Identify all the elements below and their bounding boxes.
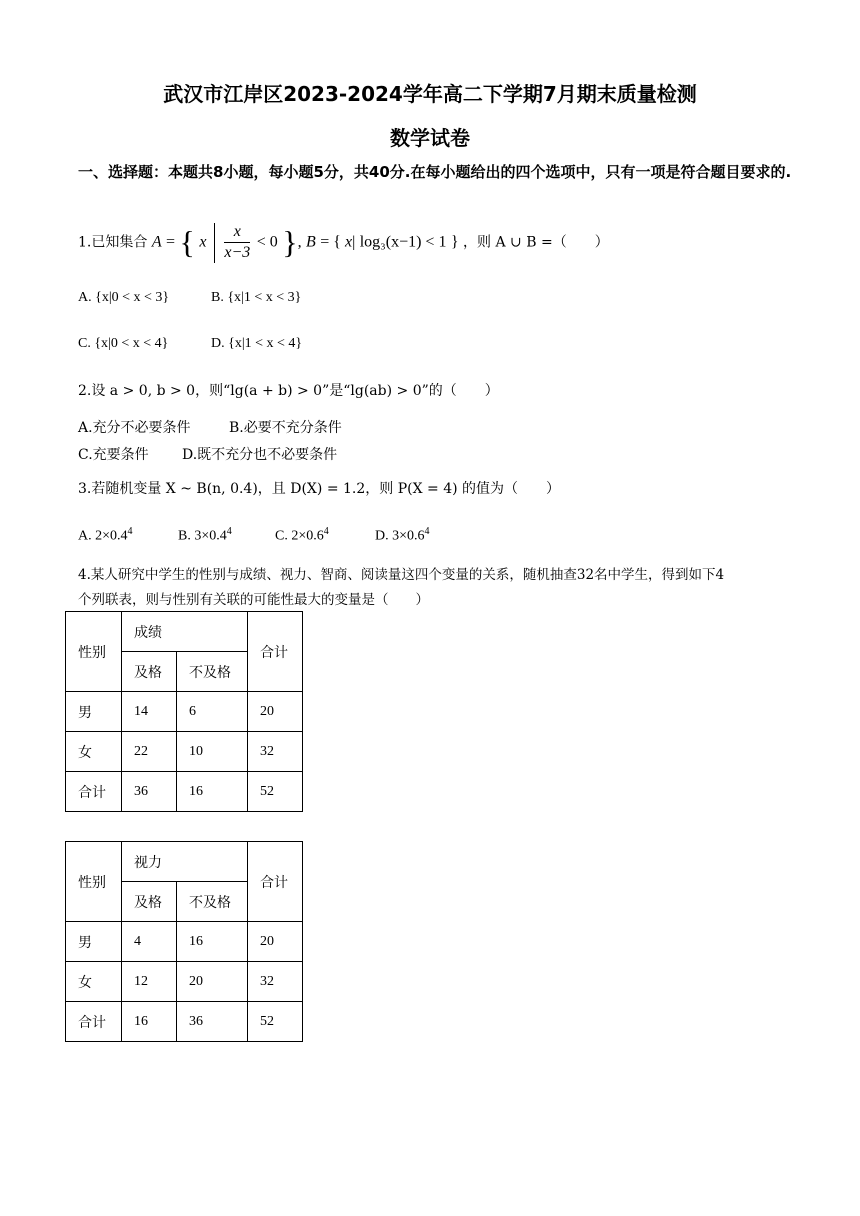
q1-option-c[interactable]: C. {x|0 < x < 4} [78,336,169,351]
table-row [66,962,303,1002]
q3-option-d[interactable] [375,526,430,545]
exam-subtitle: 数学试卷 [390,126,470,150]
row-label: 女 [66,962,122,1002]
q3-option-c-text: C. 2×0.6 [275,528,324,544]
cell-value: 6 [177,692,248,732]
table-subheader-fail: 不及格 [177,882,248,922]
q1-frac-denominator: x−3 [224,244,251,261]
cell-value: 10 [177,732,248,772]
cell-value: 20 [177,962,248,1002]
q1-var-x: x [199,233,207,251]
q3-option-d-text: D. 3×0.6 [375,528,425,544]
table-group-header: 视力 [122,842,248,882]
contingency-table-vision [65,841,303,1042]
cell-value: 12 [122,962,177,1002]
table-subheader-fail: 不及格 [177,652,248,692]
q1-fraction [224,222,250,263]
cell-value: 16 [122,1002,177,1042]
section-heading: 一、选择题：本题共8小题，每小题5分，共40分.在每小题给出的四个选项中，只有一项是符合题目要求的. [78,163,792,181]
q3-option-b[interactable] [178,526,232,545]
cell-value: 36 [177,1002,248,1042]
question-3-stem: 3.若随机变量 X ~ B(n, 0.4)，且 D(X) = 1.2，则 P(X = 4) 的值为（ ） [78,481,561,497]
cell-value: 32 [248,962,303,1002]
q3-option-a[interactable] [78,526,133,545]
table-corner: 性别 [66,842,122,922]
exam-title: 武汉市江岸区2023-2024学年高二下学期7月期末质量检测 [163,82,697,106]
table-total-header: 合计 [248,612,303,692]
row-label: 男 [66,922,122,962]
table-row [66,922,303,962]
question-4-line-2: 个列联表，则与性别有关联的可能性最大的变量是（ ） [78,592,429,608]
q1-log-expr: log₃(x−1) < 1 [359,233,447,251]
q1-right-brace-b: } [450,233,459,251]
cell-value: 32 [248,732,303,772]
q1-equals-a: = [166,233,176,251]
question-2-stem: 2.设 a > 0, b > 0，则“lg(a + b) > 0”是“lg(ab) > 0”的（ ） [78,383,499,399]
cell-value: 20 [248,692,303,732]
row-label: 女 [66,732,122,772]
table-subheader-pass: 及格 [122,882,177,922]
cell-value: 14 [122,692,177,732]
q2-option-d[interactable]: D.既不充分也不必要条件 [182,447,338,463]
table-row [66,732,303,772]
table-row [66,772,303,812]
q1-left-brace-a: { [179,224,195,260]
cell-value: 20 [248,922,303,962]
q3-option-a-exp: 4 [127,526,133,537]
cell-value: 22 [122,732,177,772]
q1-set-b: B [306,233,316,251]
q3-option-c-exp: 4 [323,526,329,537]
q1-option-d[interactable]: D. {x|1 < x < 4} [211,336,303,351]
q3-option-c[interactable] [275,526,329,545]
question-4-line-1: 4.某人研究中学生的性别与成绩、视力、智商、阅读量这四个变量的关系，随机抽查32名中学生，得到如下4 [78,567,725,583]
cell-value: 52 [248,772,303,812]
q2-option-c[interactable]: C.充要条件 [78,447,149,463]
q3-option-d-exp: 4 [424,526,430,537]
cell-value: 52 [248,1002,303,1042]
q1-equals-b: = { x| [320,233,356,251]
q3-option-b-text: B. 3×0.4 [178,528,227,544]
q1-option-b[interactable]: B. {x|1 < x < 3} [211,290,302,305]
q2-option-b[interactable]: B.必要不充分条件 [229,420,342,436]
table-row [66,692,303,732]
q1-comma: , [297,233,302,251]
table-subheader-pass: 及格 [122,652,177,692]
q2-option-a[interactable]: A.充分不必要条件 [78,420,191,436]
row-label: 合计 [66,772,122,812]
table-corner: 性别 [66,612,122,692]
q1-set-bar-a [214,223,215,263]
question-1-stem [78,222,609,263]
row-label: 合计 [66,1002,122,1042]
q1-right-brace-a: } [282,224,298,260]
cell-value: 16 [177,922,248,962]
q1-option-a[interactable]: A. {x|0 < x < 3} [78,290,170,305]
q1-prefix: 1.已知集合 [78,234,148,251]
q1-suffix: ，则 A ∪ B =（ ） [463,234,609,251]
q1-less-zero: < 0 [256,233,278,251]
table-group-header: 成绩 [122,612,248,652]
cell-value: 36 [122,772,177,812]
q3-option-b-exp: 4 [226,526,232,537]
q3-option-a-text: A. 2×0.4 [78,528,128,544]
cell-value: 16 [177,772,248,812]
table-row [66,1002,303,1042]
cell-value: 4 [122,922,177,962]
row-label: 男 [66,692,122,732]
table-total-header: 合计 [248,842,303,922]
contingency-table-grades [65,611,303,812]
q1-frac-numerator: x [224,222,250,243]
q1-set-a: A [151,233,162,251]
